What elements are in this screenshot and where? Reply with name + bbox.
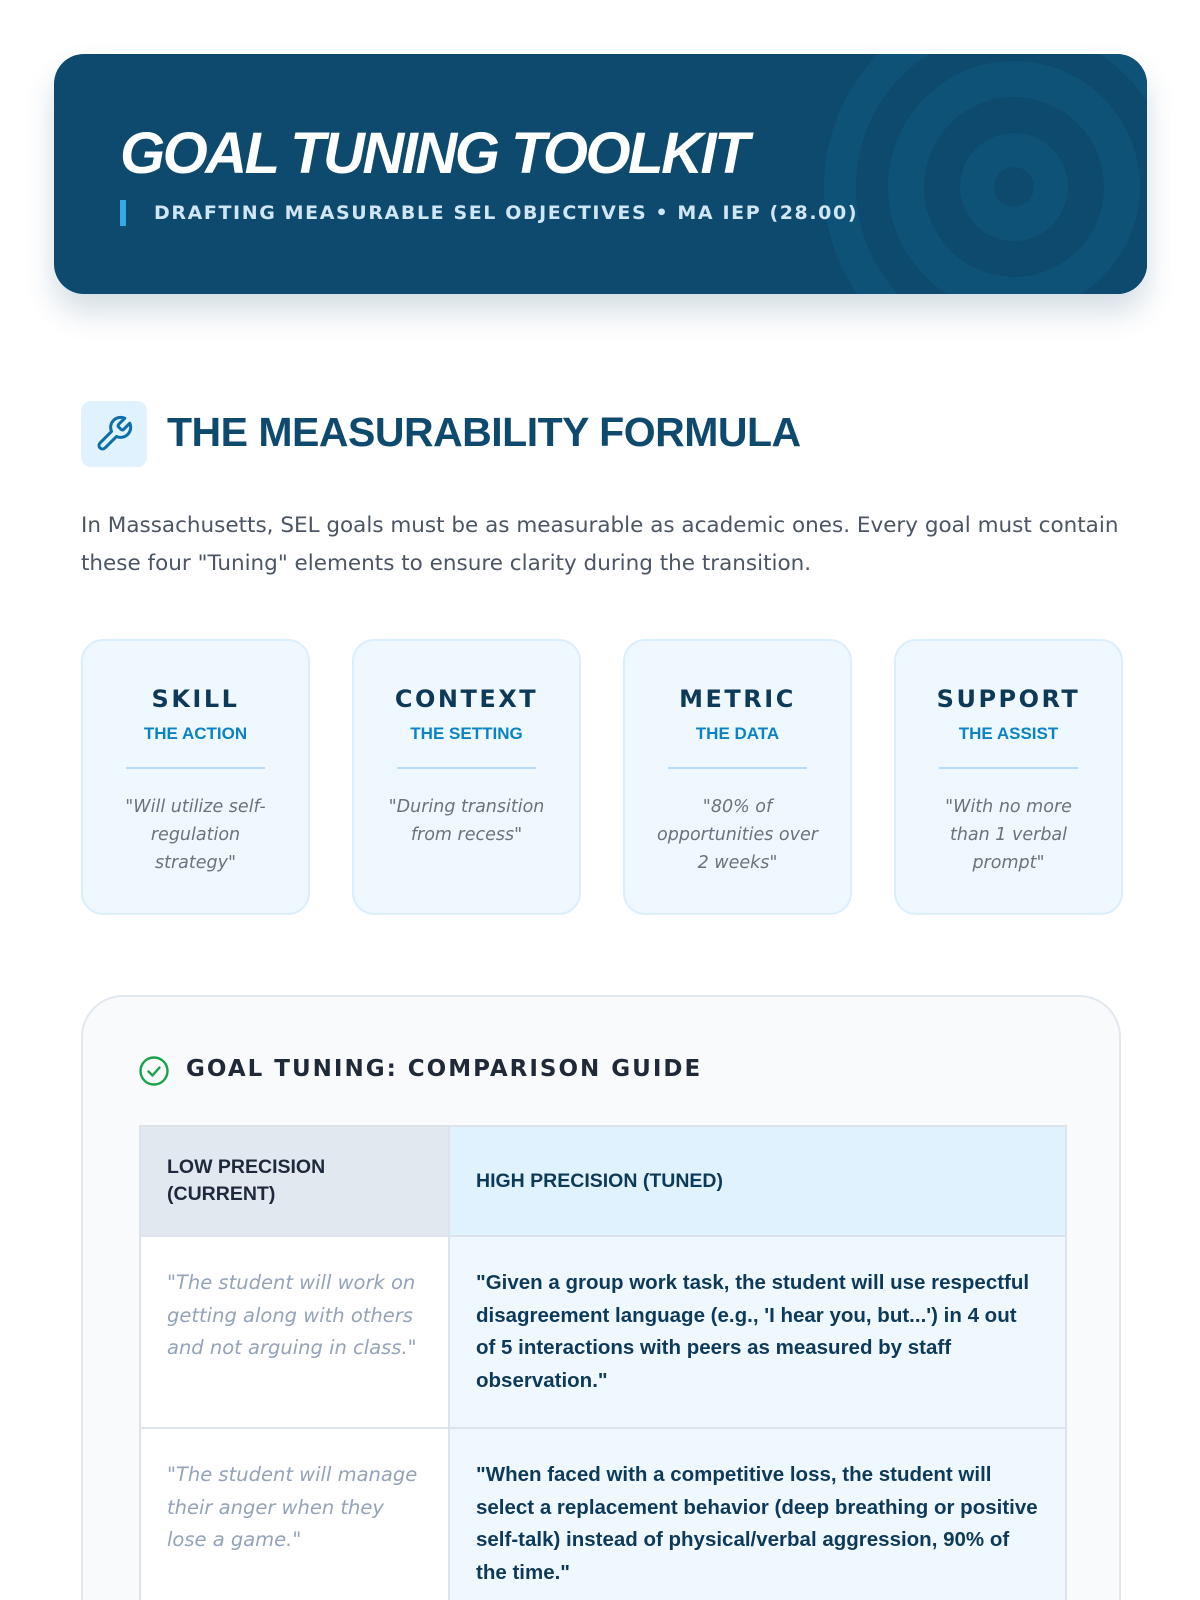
card-divider — [939, 767, 1078, 769]
element-card-context — [352, 639, 581, 915]
card-subtitle: THE SETTING — [410, 724, 523, 743]
card-subtitle: THE ASSIST — [958, 724, 1059, 743]
low-precision-goal: "The student will work on getting along with others and not arguing in class." — [140, 1236, 449, 1428]
check-circle-icon — [138, 1055, 170, 1087]
table-row — [140, 1428, 1066, 1600]
card-name: CONTEXT — [394, 685, 539, 713]
card-divider — [126, 767, 265, 769]
card-divider — [397, 767, 536, 769]
section-title: THE MEASURABILITY FORMULA — [167, 409, 801, 455]
element-card-skill — [81, 639, 310, 915]
element-card-metric — [623, 639, 852, 915]
card-example: "During transition from recess" — [388, 797, 545, 845]
card-name: METRIC — [679, 685, 796, 713]
header-banner — [54, 54, 1147, 294]
high-precision-goal: "Given a group work task, the student will use respectful disagreement language (e.g., 'I hear you, but...') in 4 out of 5 interactions with peers as measured by staff observation." — [449, 1236, 1066, 1428]
card-example: "80% of opportunities over 2 weeks" — [657, 797, 818, 873]
intro-paragraph: In Massachusetts, SEL goals must be as measurable as academic ones. Every goal must contain these four "Tuning" elements to ensure clarity during the transition. — [81, 513, 1119, 576]
page-title: GOAL TUNING TOOLKIT — [120, 121, 748, 186]
wrench-icon — [81, 401, 147, 467]
element-card-support — [894, 639, 1123, 915]
card-name: SKILL — [151, 685, 240, 713]
card-example: "Will utilize self-regulation strategy" — [125, 797, 266, 873]
comparison-table — [139, 1125, 1067, 1600]
card-divider — [668, 767, 807, 769]
page-subtitle: DRAFTING MEASURABLE SEL OBJECTIVES • MA IEP (28.00) — [120, 200, 858, 226]
header-high-precision: HIGH PRECISION (TUNED) — [449, 1126, 1066, 1236]
high-precision-goal: "When faced with a competitive loss, the student will select a replacement behavior (deep breathing or positive self-talk) instead of physical/verbal aggression, 90% of the time." — [449, 1428, 1066, 1600]
comparison-guide — [81, 995, 1121, 1600]
card-name: SUPPORT — [936, 685, 1081, 713]
guide-title: GOAL TUNING: COMPARISON GUIDE — [186, 1056, 703, 1082]
table-row — [140, 1236, 1066, 1428]
low-precision-goal: "The student will manage their anger when they lose a game." — [140, 1428, 449, 1600]
table-header-row — [140, 1126, 1066, 1236]
card-example: "With no more than 1 verbal prompt" — [945, 797, 1072, 873]
card-subtitle: THE ACTION — [143, 724, 248, 743]
header-low-precision: LOW PRECISION (CURRENT) — [140, 1126, 449, 1236]
card-subtitle: THE DATA — [695, 724, 780, 743]
